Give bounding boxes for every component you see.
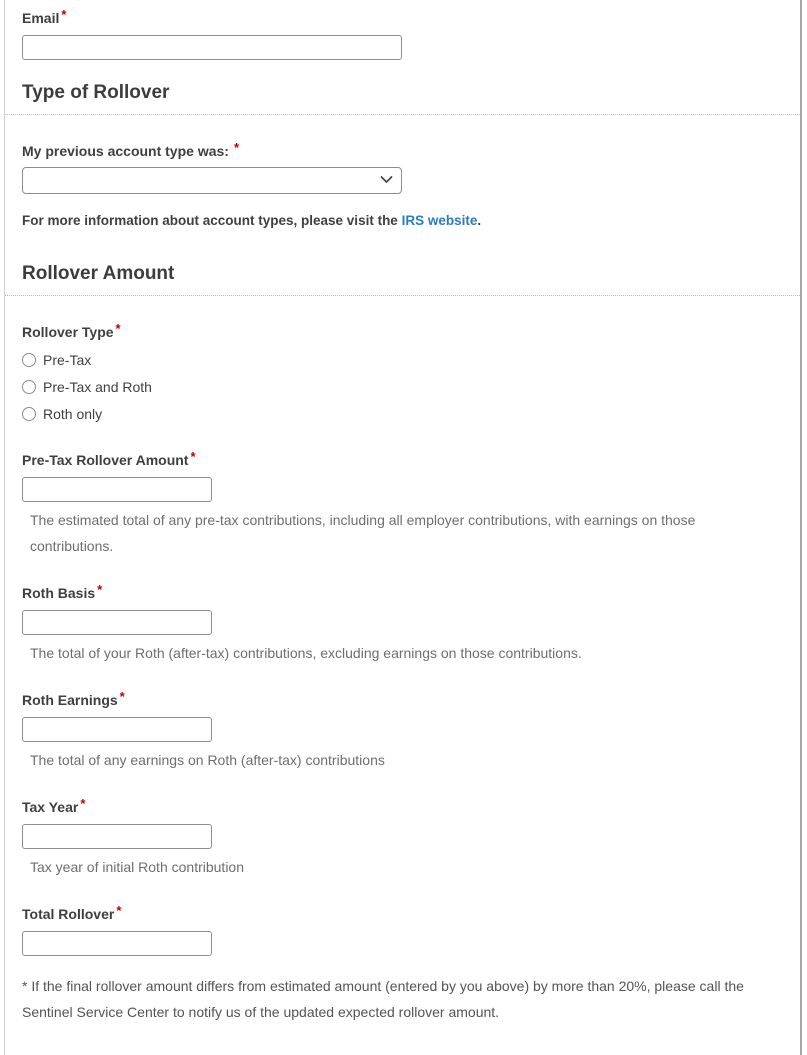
roth-basis-label: [22, 581, 783, 602]
roth-basis-required-asterisk: *: [97, 582, 103, 597]
pretax-amount-label-text: Pre-Tax Rollover Amount: [22, 452, 189, 468]
email-field-group: [22, 6, 783, 60]
rollover-footnote: * If the final rollover amount differs from estimated amount (entered by you above) by more than 20%, please call the Sentinel Service Center to notify us of the updated expected rollover amount.: [22, 978, 744, 1020]
total-rollover-label: [22, 902, 783, 923]
account-type-select[interactable]: [22, 167, 402, 194]
pretax-amount-help-text: The estimated total of any pre-tax contributions, including all employer contributions, with earnings on those contributions.: [30, 512, 696, 554]
account-type-label-text: My previous account type was:: [22, 143, 229, 159]
pretax-amount-input[interactable]: [22, 477, 212, 502]
email-label: [22, 6, 783, 27]
roth-earnings-required-asterisk: *: [119, 689, 125, 704]
email-label-text: Email: [22, 10, 60, 26]
roth-earnings-field-group: [22, 688, 783, 773]
rollover-form: [4, 0, 802, 1055]
roth-earnings-input[interactable]: [22, 717, 212, 742]
roth-earnings-label-text: Roth Earnings: [22, 692, 118, 708]
email-required-asterisk: *: [61, 7, 67, 22]
account-type-required-asterisk: *: [233, 140, 240, 155]
rollover-type-required-asterisk: *: [115, 321, 121, 336]
roth-basis-input[interactable]: [22, 610, 212, 635]
tax-year-required-asterisk: *: [80, 796, 86, 811]
roth-basis-field-group: [22, 581, 783, 666]
account-type-label: [22, 139, 783, 160]
irs-website-link[interactable]: IRS website: [401, 213, 478, 228]
account-type-field-group: [22, 139, 783, 194]
roth-basis-label-text: Roth Basis: [22, 585, 96, 601]
rollover-type-field-group: [22, 320, 783, 423]
rollover-type-label-text: Rollover Type: [22, 324, 114, 340]
radio-row-pre-tax: [22, 351, 783, 369]
section-heading-type-of-rollover: Type of Rollover: [5, 82, 800, 115]
radio-roth-only-label: Roth only: [43, 406, 103, 422]
total-rollover-field-group: [22, 902, 783, 956]
roth-basis-help-text: The total of your Roth (after-tax) contributions, excluding earnings on those contributions.: [30, 645, 582, 661]
radio-row-pre-tax-and-roth: [22, 378, 783, 396]
radio-row-roth-only: [22, 405, 783, 423]
radio-roth-only[interactable]: [22, 407, 36, 421]
section-heading-rollover-amount: Rollover Amount: [5, 263, 800, 296]
tax-year-label: [22, 795, 783, 816]
radio-pre-tax-label: Pre-Tax: [43, 352, 92, 368]
total-rollover-input[interactable]: [22, 931, 212, 956]
info-text-prefix: For more information about account types, please visit the: [22, 213, 402, 228]
rollover-type-label: [22, 320, 783, 341]
account-type-select-wrap: [22, 167, 402, 194]
tax-year-input[interactable]: [22, 824, 212, 849]
tax-year-label-text: Tax Year: [22, 799, 79, 815]
roth-earnings-label: [22, 688, 783, 709]
info-text-suffix: .: [477, 213, 482, 228]
pretax-amount-field-group: [22, 448, 783, 559]
tax-year-field-group: [22, 795, 783, 880]
radio-pre-tax-and-roth-label: Pre-Tax and Roth: [43, 379, 152, 395]
total-rollover-required-asterisk: *: [116, 903, 122, 918]
account-type-info-text: [22, 212, 783, 230]
email-input[interactable]: [22, 35, 402, 60]
tax-year-help-text: Tax year of initial Roth contribution: [30, 859, 244, 875]
roth-earnings-help-text: The total of any earnings on Roth (after-tax) contributions: [30, 752, 385, 768]
radio-pre-tax-and-roth[interactable]: [22, 380, 36, 394]
radio-pre-tax[interactable]: [22, 353, 36, 367]
pretax-amount-required-asterisk: *: [190, 449, 196, 464]
pretax-amount-label: [22, 448, 783, 469]
total-rollover-label-text: Total Rollover: [22, 906, 115, 922]
